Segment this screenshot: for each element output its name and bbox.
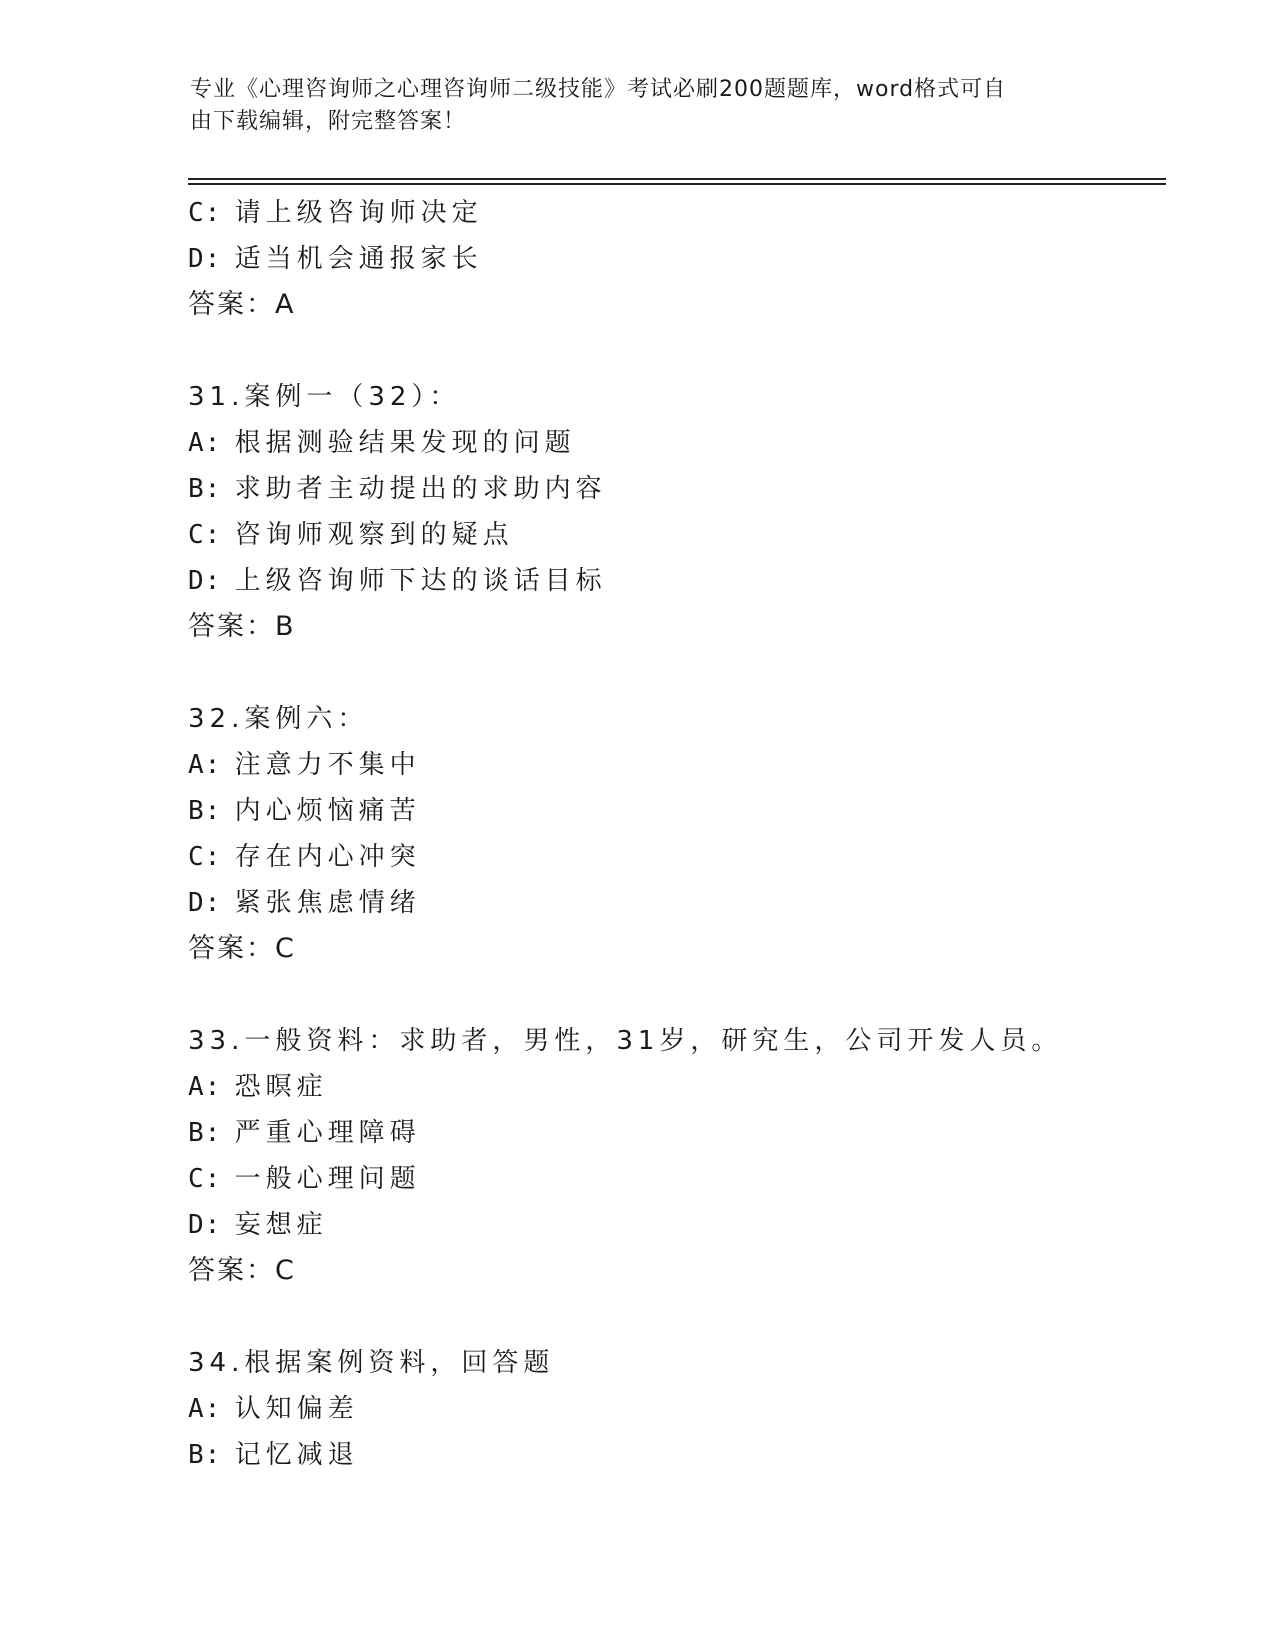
option-text: 求助者主动提出的求助内容 — [234, 474, 607, 504]
option-c — [188, 1156, 1168, 1202]
option-prefix: C: — [188, 1164, 222, 1194]
option-text: 存在内心冲突 — [234, 842, 421, 872]
option-text: 上级咨询师下达的谈话目标 — [234, 566, 607, 596]
option-text: 根据测验结果发现的问题 — [234, 428, 576, 458]
option-a — [188, 1386, 1168, 1432]
option-prefix: C: — [188, 198, 222, 228]
spacer — [188, 972, 1168, 1018]
answer-line: 答案：B — [188, 611, 296, 642]
option-prefix: C: — [188, 842, 222, 872]
answer-line: 答案：C — [188, 1255, 296, 1286]
option-text: 记忆减退 — [234, 1440, 359, 1470]
question-title: 32.案例六： — [188, 704, 369, 734]
option-text: 咨询师观察到的疑点 — [234, 520, 514, 550]
option-text: 紧张焦虑情绪 — [234, 888, 421, 918]
option-text: 妄想症 — [234, 1210, 328, 1240]
option-prefix: D: — [188, 1210, 222, 1240]
option-prefix: A: — [188, 750, 222, 780]
document-header — [190, 74, 1090, 138]
option-text: 认知偏差 — [234, 1394, 359, 1424]
option-a — [188, 1064, 1168, 1110]
option-b — [188, 466, 1168, 512]
spacer — [188, 328, 1168, 374]
option-a — [188, 742, 1168, 788]
option-b — [188, 1110, 1168, 1156]
spacer — [188, 650, 1168, 696]
question-title: 33.一般资料：求助者，男性，31岁，研究生，公司开发人员。 — [188, 1026, 1063, 1056]
option-prefix: D: — [188, 566, 222, 596]
option-a — [188, 420, 1168, 466]
option-prefix: B: — [188, 474, 222, 504]
option-prefix: A: — [188, 1394, 222, 1424]
option-prefix: D: — [188, 244, 222, 274]
option-text: 内心烦恼痛苦 — [234, 796, 421, 826]
header-line-1: 专业《心理咨询师之心理咨询师二级技能》考试必刷200题题库，word格式可自 — [190, 77, 1007, 102]
option-text: 适当机会通报家长 — [234, 244, 483, 274]
option-prefix: A: — [188, 1072, 222, 1102]
option-text: 一般心理问题 — [234, 1164, 421, 1194]
header-divider-top — [188, 178, 1166, 180]
option-text: 严重心理障碍 — [234, 1118, 421, 1148]
option-text: 注意力不集中 — [234, 750, 421, 780]
option-text: 恐暝症 — [234, 1072, 328, 1102]
option-b — [188, 788, 1168, 834]
answer-line: 答案：C — [188, 933, 296, 964]
option-c — [188, 190, 1168, 236]
option-prefix: B: — [188, 1118, 222, 1148]
option-d — [188, 236, 1168, 282]
option-prefix: B: — [188, 796, 222, 826]
option-prefix: C: — [188, 520, 222, 550]
option-prefix: D: — [188, 888, 222, 918]
option-text: 请上级咨询师决定 — [234, 198, 483, 228]
option-b — [188, 1432, 1168, 1478]
spacer — [188, 1294, 1168, 1340]
question-title: 34.根据案例资料，回答题 — [188, 1348, 555, 1378]
option-prefix: A: — [188, 428, 222, 458]
answer-line: 答案：A — [188, 289, 296, 320]
option-d — [188, 1202, 1168, 1248]
option-d — [188, 558, 1168, 604]
question-list — [188, 190, 1168, 1478]
header-divider-bottom — [188, 183, 1166, 185]
header-line-2: 由下载编辑，附完整答案！ — [190, 109, 467, 134]
option-c — [188, 834, 1168, 880]
question-title: 31.案例一（32）： — [188, 382, 461, 412]
option-c — [188, 512, 1168, 558]
option-d — [188, 880, 1168, 926]
option-prefix: B: — [188, 1440, 222, 1470]
